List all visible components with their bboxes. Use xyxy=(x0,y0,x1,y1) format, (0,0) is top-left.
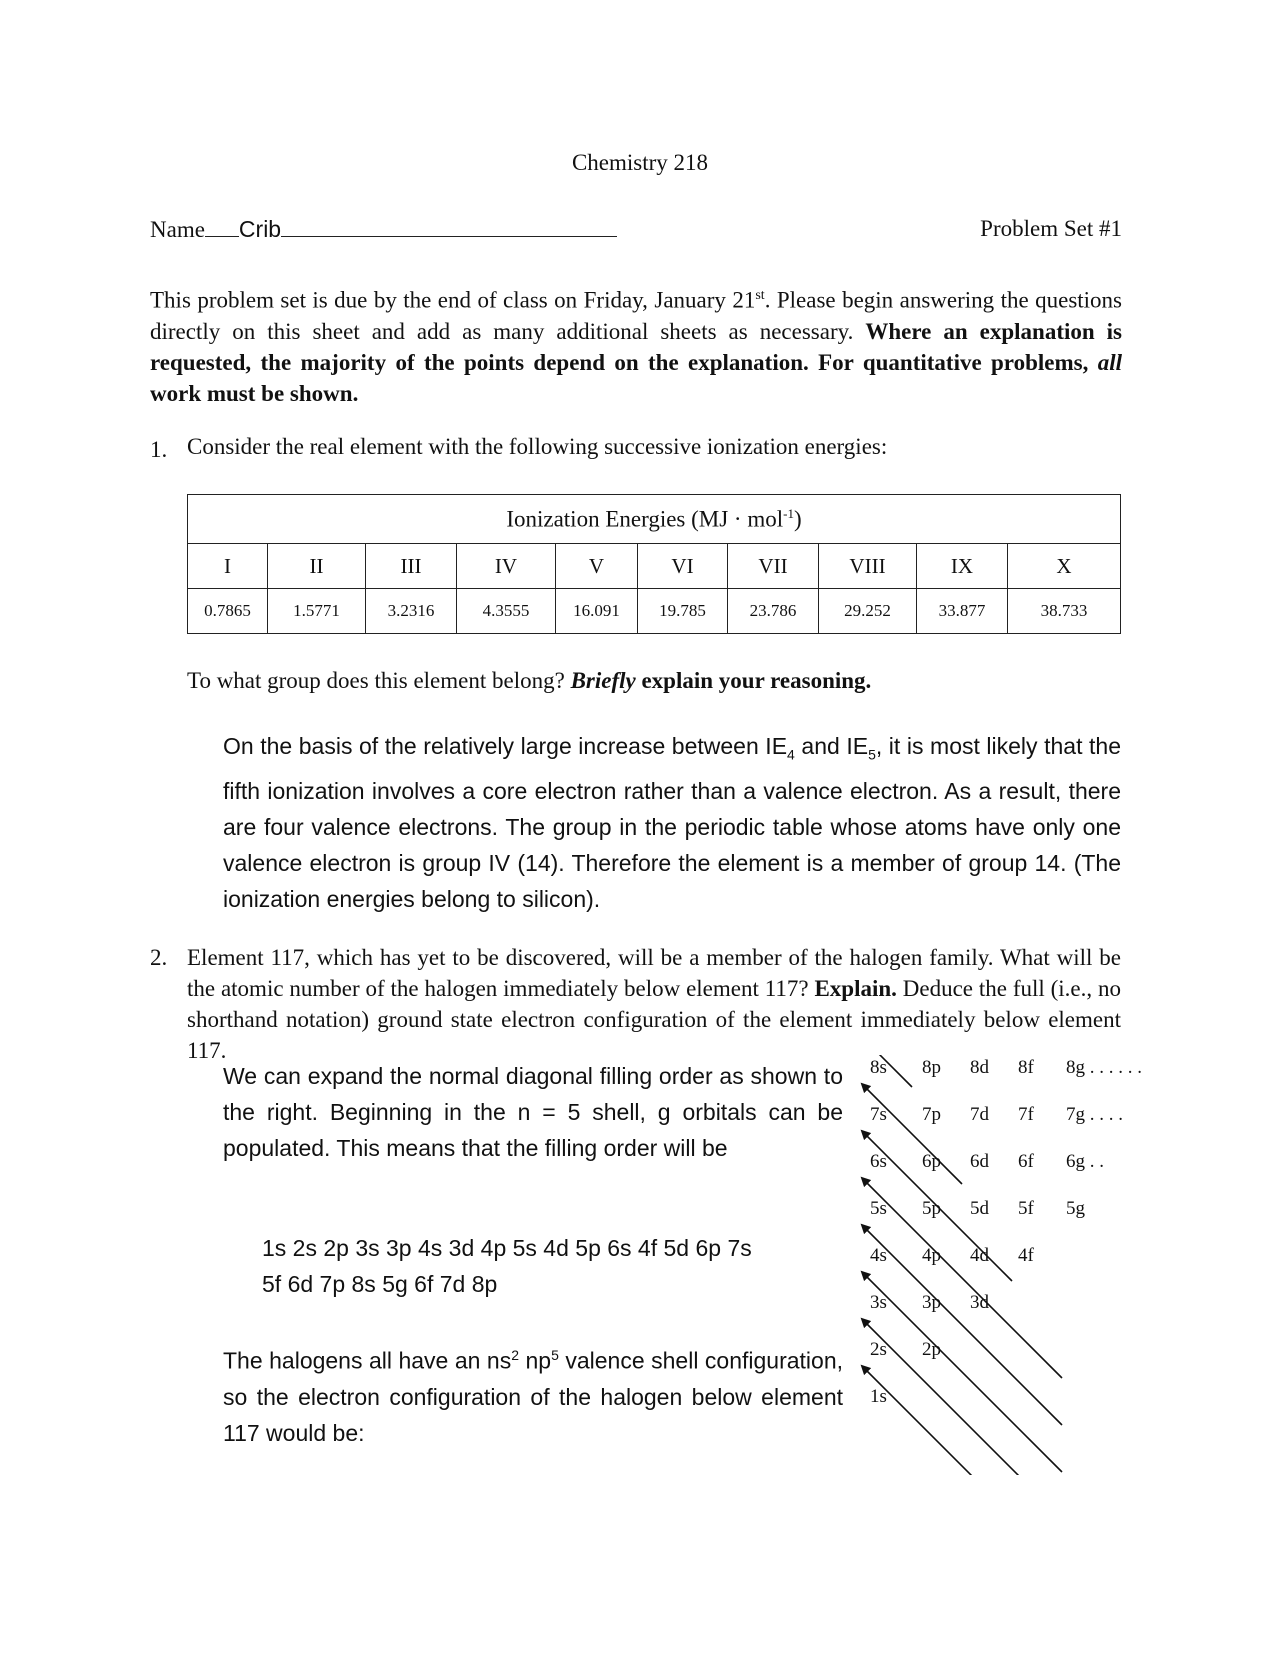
value-cell: 33.877 xyxy=(917,589,1008,634)
orbital-label: 6d xyxy=(970,1151,989,1172)
name-underline-lead xyxy=(205,218,239,237)
value-cell: 4.3555 xyxy=(457,589,556,634)
caption-text: Ionization Energies (MJ · mol xyxy=(506,506,784,532)
orbital-label: 8d xyxy=(970,1057,989,1078)
header-cell: IV xyxy=(457,544,556,589)
value-cell: 29.252 xyxy=(819,589,917,634)
filling-order-diagram xyxy=(860,1055,1280,1475)
header-cell: VIII xyxy=(819,544,917,589)
superscript-2: 2 xyxy=(511,1347,519,1363)
filling-order-line-2: 5f 6d 7p 8s 5g 6f 7d 8p xyxy=(262,1271,498,1297)
orbital-label: 7d xyxy=(970,1104,989,1125)
value-cell: 23.786 xyxy=(728,589,819,634)
orbital-label: 4d xyxy=(970,1245,989,1266)
prompt-bold: explain your reasoning. xyxy=(635,668,872,693)
problem-set-label: Problem Set #1 xyxy=(980,216,1122,241)
conclusion-text-2: np xyxy=(519,1347,552,1374)
question-2-body-2: Deduce the full (i.e., no shorthand notation) ground state electron configuration of the element immediately below element 117. xyxy=(187,976,1122,1063)
instructions xyxy=(150,280,1122,409)
instructions-emphasis: all xyxy=(1097,349,1122,375)
instructions-text: This problem set is due by the end of class on Friday, January 21 xyxy=(150,287,756,313)
value-cell: 38.733 xyxy=(1008,589,1121,634)
orbital-label: 3p xyxy=(922,1292,941,1313)
prompt-text: To what group does this element belong? xyxy=(187,668,571,693)
name-underline xyxy=(281,218,617,237)
subscript-5: 5 xyxy=(868,746,876,763)
orbital-label: 5f xyxy=(1018,1198,1034,1219)
superscript-5: 5 xyxy=(551,1347,559,1363)
orbital-label: 7p xyxy=(922,1104,941,1125)
answer-1 xyxy=(223,728,1121,917)
value-cell: 16.091 xyxy=(556,589,638,634)
filling-arrow xyxy=(862,1366,1062,1475)
name-field xyxy=(150,216,617,243)
prompt-emphasis: Briefly xyxy=(570,668,636,693)
value-cell: 1.5771 xyxy=(268,589,366,634)
question-2-body: Element 117, which has yet to be discovered, will be a member of the halogen family. What will be the atomic number of the halogen immediately below element 117? xyxy=(187,945,1121,1001)
answer-1-text-3: , it is most likely that the fifth ionization involves a core electron rather than a valence electron. As a result, there are four valence electrons. The group in the periodic table whose atoms have only one valence electron is group IV (14). Therefore the element is a member of group 14. (The ionization energies belong to silicon). xyxy=(223,733,1121,912)
orbital-label: 8g . . . . . . xyxy=(1066,1057,1142,1078)
caption-close: ) xyxy=(793,506,802,532)
table-header-row xyxy=(188,544,1121,589)
orbital-label: 7g . . . . xyxy=(1066,1104,1123,1125)
orbital-label: 6g . . xyxy=(1066,1151,1104,1172)
orbital-label: 4p xyxy=(922,1245,941,1266)
orbital-label: 6f xyxy=(1018,1151,1034,1172)
header-cell: V xyxy=(556,544,638,589)
header-cell: IX xyxy=(917,544,1008,589)
orbital-label: 4f xyxy=(1018,1245,1034,1266)
value-cell: 3.2316 xyxy=(366,589,457,634)
answer-1-text: On the basis of the relatively large increase between IE xyxy=(223,733,788,759)
orbital-label: 3s xyxy=(870,1292,887,1313)
header-cell: VII xyxy=(728,544,819,589)
instructions-text-2: . Please begin answering the questions directly on this sheet and add as many additional sheets as necessary. xyxy=(150,287,1122,344)
value-cell: 0.7865 xyxy=(188,589,268,634)
question-2-text xyxy=(187,942,1121,1066)
orbital-label: 2p xyxy=(922,1339,941,1360)
date-suffix: st xyxy=(755,288,765,303)
question-1-number: 1. xyxy=(150,437,168,462)
ionization-energy-table xyxy=(187,494,1121,634)
caption-exponent: -1 xyxy=(783,505,794,521)
page-title: Chemistry 218 xyxy=(571,150,709,175)
orbital-label: 5s xyxy=(870,1198,887,1219)
question-2-number: 2. xyxy=(150,945,168,970)
table-value-row xyxy=(188,589,1121,634)
answer-1-text-2: and IE xyxy=(794,733,869,759)
orbital-label: 6s xyxy=(870,1151,887,1172)
orbital-label: 7f xyxy=(1018,1104,1034,1125)
header-cell: III xyxy=(366,544,457,589)
header-cell: II xyxy=(268,544,366,589)
instructions-bold-2: work must be shown. xyxy=(150,380,359,406)
filling-arrow xyxy=(862,1272,1062,1472)
orbital-label: 8f xyxy=(1018,1057,1034,1078)
orbital-label: 4s xyxy=(870,1245,887,1266)
filling-order xyxy=(262,1230,862,1302)
question-2-bold: Explain. xyxy=(814,976,897,1001)
orbital-label: 6p xyxy=(922,1151,941,1172)
header-cell: I xyxy=(188,544,268,589)
conclusion-text: The halogens all have an ns xyxy=(223,1347,512,1374)
orbital-label: 8p xyxy=(922,1057,941,1078)
subscript-4: 4 xyxy=(787,746,795,763)
value-cell: 19.785 xyxy=(638,589,728,634)
filling-order-line-1: 1s 2s 2p 3s 3p 4s 3d 4p 5s 4d 5p 6s 4f 5d 6p 7s xyxy=(262,1235,752,1261)
answer-2-intro: We can expand the normal diagonal filling order as shown to the right. Beginning in the n = 5 shell, g orbitals can be populated. This means that the filling order will be xyxy=(223,1063,843,1161)
orbital-label: 5d xyxy=(970,1198,989,1219)
conclusion-text-3: valence shell configuration, so the electron configuration of the halogen below element 117 would be: xyxy=(223,1347,844,1446)
orbital-label: 1s xyxy=(870,1386,887,1407)
question-1-text: Consider the real element with the following successive ionization energies: xyxy=(187,434,888,459)
orbital-label: 5g xyxy=(1066,1198,1085,1219)
question-1-prompt xyxy=(187,668,871,694)
header-cell: X xyxy=(1008,544,1121,589)
name-label: Name xyxy=(150,217,205,242)
orbital-label: 5p xyxy=(922,1198,941,1219)
instructions-bold: Where an explanation is requested, the majority of the points depend on the explanation. For quantitative problems, xyxy=(150,318,1123,375)
answer-2-conclusion xyxy=(223,1337,843,1451)
orbital-label: 7s xyxy=(870,1104,887,1125)
orbital-label: 2s xyxy=(870,1339,887,1360)
student-name: Crib xyxy=(238,216,282,242)
table-caption xyxy=(188,495,1121,544)
orbital-label: 8s xyxy=(870,1057,887,1078)
orbital-label: 3d xyxy=(970,1292,989,1313)
header-cell: VI xyxy=(638,544,728,589)
